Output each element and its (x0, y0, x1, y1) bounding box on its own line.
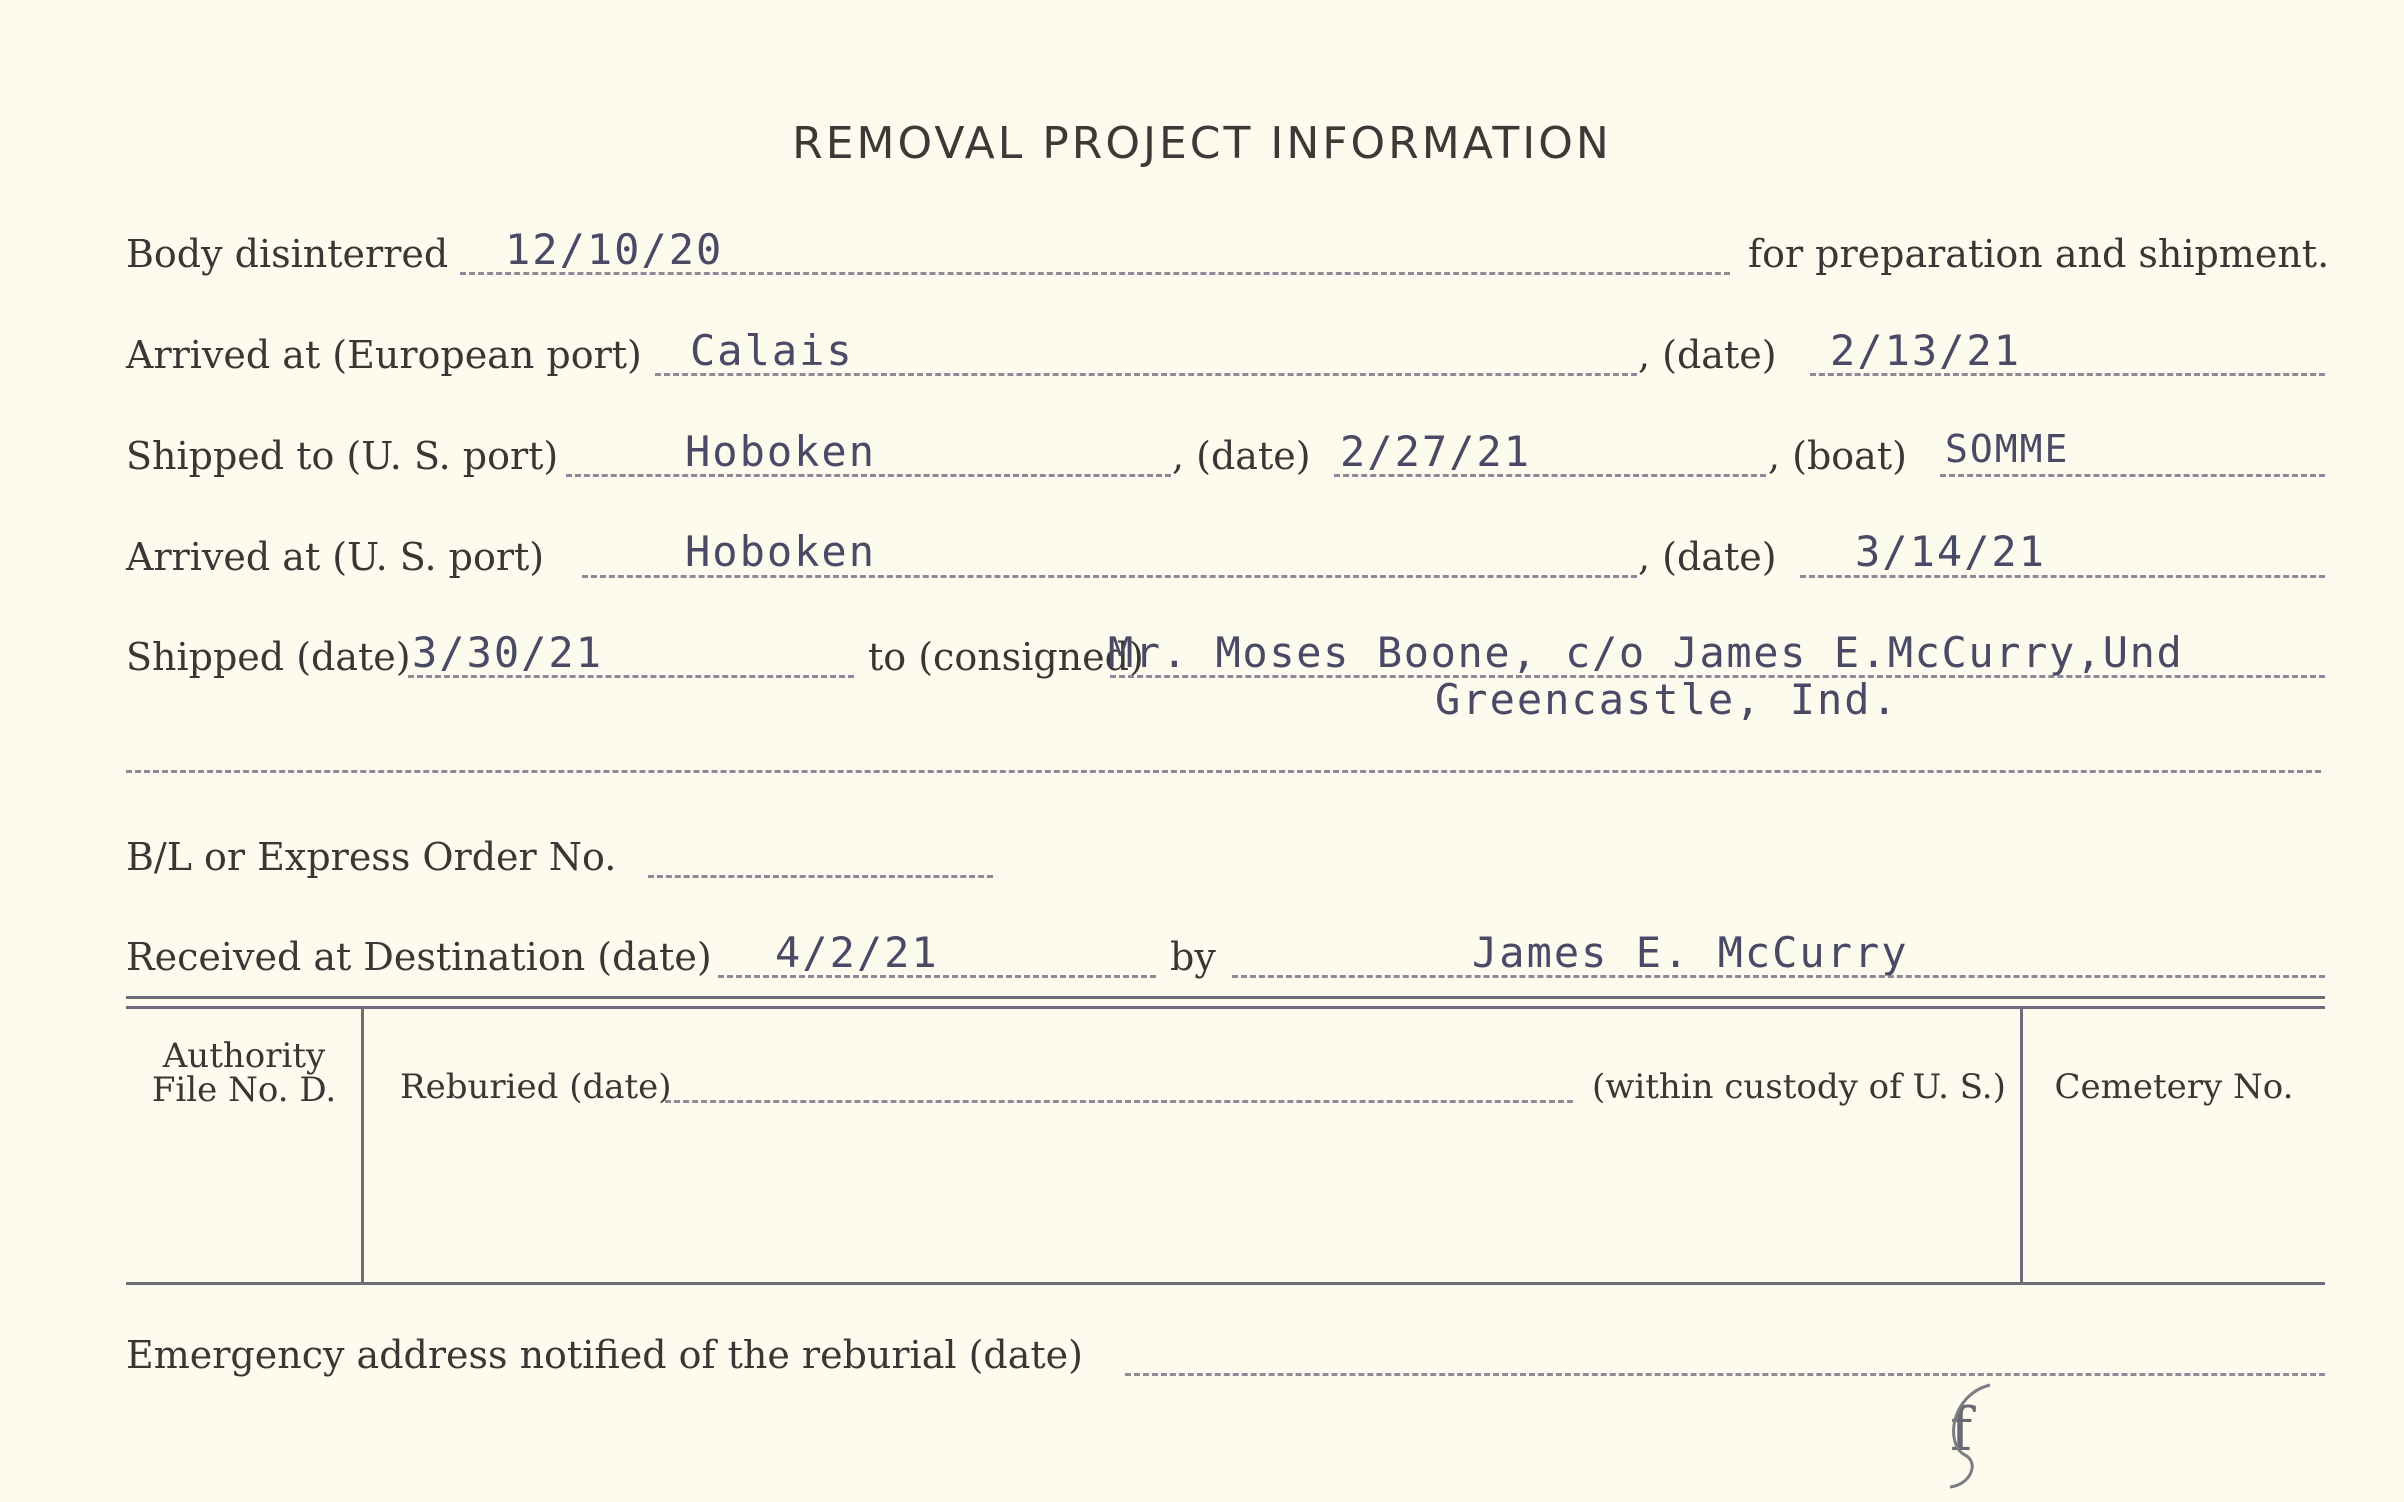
table-top-rule-1 (126, 996, 2325, 999)
shipped-us-boat-label: , (boat) (1768, 434, 1907, 478)
custody-label: (within custody of U. S.) (1592, 1067, 2006, 1107)
shipped-date: 3/30/21 (412, 628, 604, 677)
form-title: REMOVAL PROJECT INFORMATION (792, 118, 1612, 169)
consignee-line1: Mr. Moses Boone, c/o James E.McCurry,Und (1108, 628, 2184, 677)
authority-label-1: Authority (162, 1036, 326, 1076)
bl-order-line (648, 875, 993, 878)
cemetery-label: Cemetery No. (2054, 1067, 2294, 1107)
table-top-rule-2 (126, 1006, 2325, 1009)
arrived-us-date: 3/14/21 (1855, 527, 2047, 576)
shipped-us-boat-line (1940, 474, 2325, 477)
received-label: Received at Destination (date) (126, 935, 712, 979)
authority-label-2: File No. D. (151, 1070, 337, 1110)
emergency-line (1125, 1373, 2325, 1376)
arrived-european-date: 2/13/21 (1830, 326, 2022, 375)
arrived-us-date-label: , (date) (1638, 535, 1777, 579)
arrived-european-date-label: , (date) (1638, 333, 1777, 377)
body-disinterred-label: Body disinterred (126, 232, 449, 276)
shipped-us-boat: SOMME (1945, 427, 2070, 471)
arrived-european-port: Calais (690, 326, 854, 375)
body-disinterred-suffix: for preparation and shipment. (1748, 232, 2330, 276)
consignee-continuation-line (126, 770, 2321, 773)
received-by: James E. McCurry (1472, 928, 1909, 977)
shipped-us-date-label: , (date) (1172, 434, 1311, 478)
emergency-label: Emergency address notified of the reburial (date) (126, 1333, 1083, 1377)
bl-order-label: B/L or Express Order No. (126, 835, 617, 879)
reburied-label: Reburied (date) (400, 1067, 672, 1107)
table-divider-right (2020, 1008, 2023, 1283)
shipped-us-port: Hoboken (685, 427, 877, 476)
received-by-label: by (1170, 935, 1216, 979)
arrived-european-label: Arrived at (European port) (126, 333, 642, 377)
handwritten-flourish (1930, 1375, 2010, 1495)
handwritten-mark: f (1950, 1395, 1973, 1465)
received-date: 4/2/21 (775, 928, 939, 977)
arrived-us-port: Hoboken (685, 527, 877, 576)
table-bottom-rule (126, 1282, 2325, 1285)
table-divider-left (361, 1008, 364, 1283)
shipped-date-label: Shipped (date) (126, 635, 411, 679)
shipped-us-label: Shipped to (U. S. port) (126, 434, 559, 478)
consignee-line2: Greencastle, Ind. (1435, 675, 1899, 724)
body-disinterred-value: 12/10/20 (505, 225, 724, 274)
reburied-line (665, 1100, 1573, 1103)
consigned-label: to (consigned) (868, 635, 1144, 679)
arrived-us-label: Arrived at (U. S. port) (126, 535, 545, 579)
shipped-us-date: 2/27/21 (1340, 427, 1532, 476)
